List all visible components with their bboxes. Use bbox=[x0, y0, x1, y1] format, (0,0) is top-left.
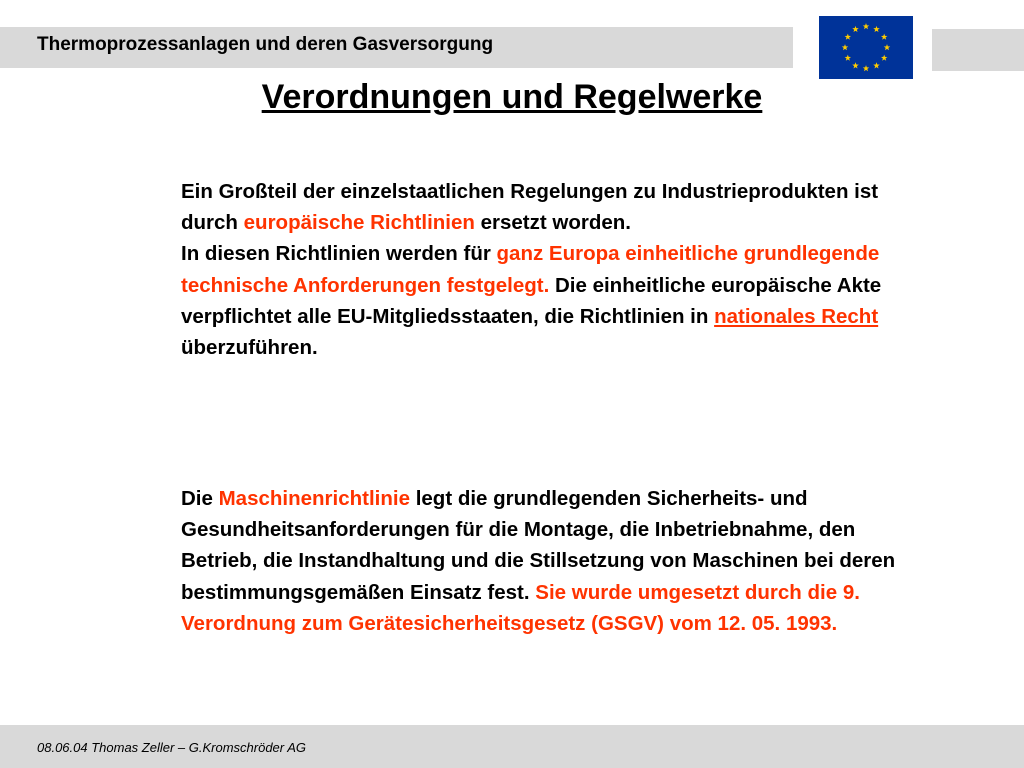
p2-text-1: Die bbox=[181, 487, 219, 510]
slide-title: Verordnungen und Regelwerke bbox=[261, 78, 763, 116]
p1-highlight-requirements: ganz Europa einheitliche grundlegende technische Anforderungen festgelegt. bbox=[181, 242, 880, 297]
header-bar-right bbox=[932, 29, 1024, 71]
p1-link-national-law[interactable]: nationales Recht bbox=[714, 304, 879, 328]
p1-text-3: In diesen Richtlinien werden für bbox=[181, 242, 497, 266]
p2-highlight-gsgv: Sie wurde umgesetzt durch die 9. Verordnung zum Gerätesicherheitsgesetz (GSGV) vom 12. 05. 1993. bbox=[181, 580, 860, 635]
header-title: Thermoprozessanlagen und deren Gasversorgung bbox=[37, 34, 494, 55]
p1-highlight-eu-directives: europäische Richtlinien bbox=[243, 211, 475, 235]
p1-text-1: Ein Großteil der einzelstaatlichen Regelungen zu Industrieprodukten ist durch bbox=[181, 180, 879, 235]
p2-highlight-machinery: Maschinenrichtlinie bbox=[218, 487, 410, 510]
p1-text-5: überzuführen. bbox=[181, 336, 318, 360]
paragraph-directives bbox=[181, 176, 901, 363]
p2-text-2: legt die grundlegenden Sicherheits- und Gesundheitsanforderungen für die Montage, die Inbetriebnahme, den Betrieb, die Instandhaltung und die Stillsetzung von Maschinen bei deren bestimmungsgemäßen Einsatz fest. bbox=[181, 487, 896, 604]
paragraph-machinery-directive bbox=[181, 483, 901, 639]
p1-text-4: Die einheitliche europäische Akte verpflichtet alle EU-Mitgliedsstaaten, die Richtlinien in bbox=[181, 273, 882, 328]
p1-text-2: ersetzt worden. bbox=[474, 211, 631, 235]
footer-text: 08.06.04 Thomas Zeller – G.Kromschröder AG bbox=[37, 740, 307, 755]
eu-flag-icon bbox=[819, 16, 913, 79]
